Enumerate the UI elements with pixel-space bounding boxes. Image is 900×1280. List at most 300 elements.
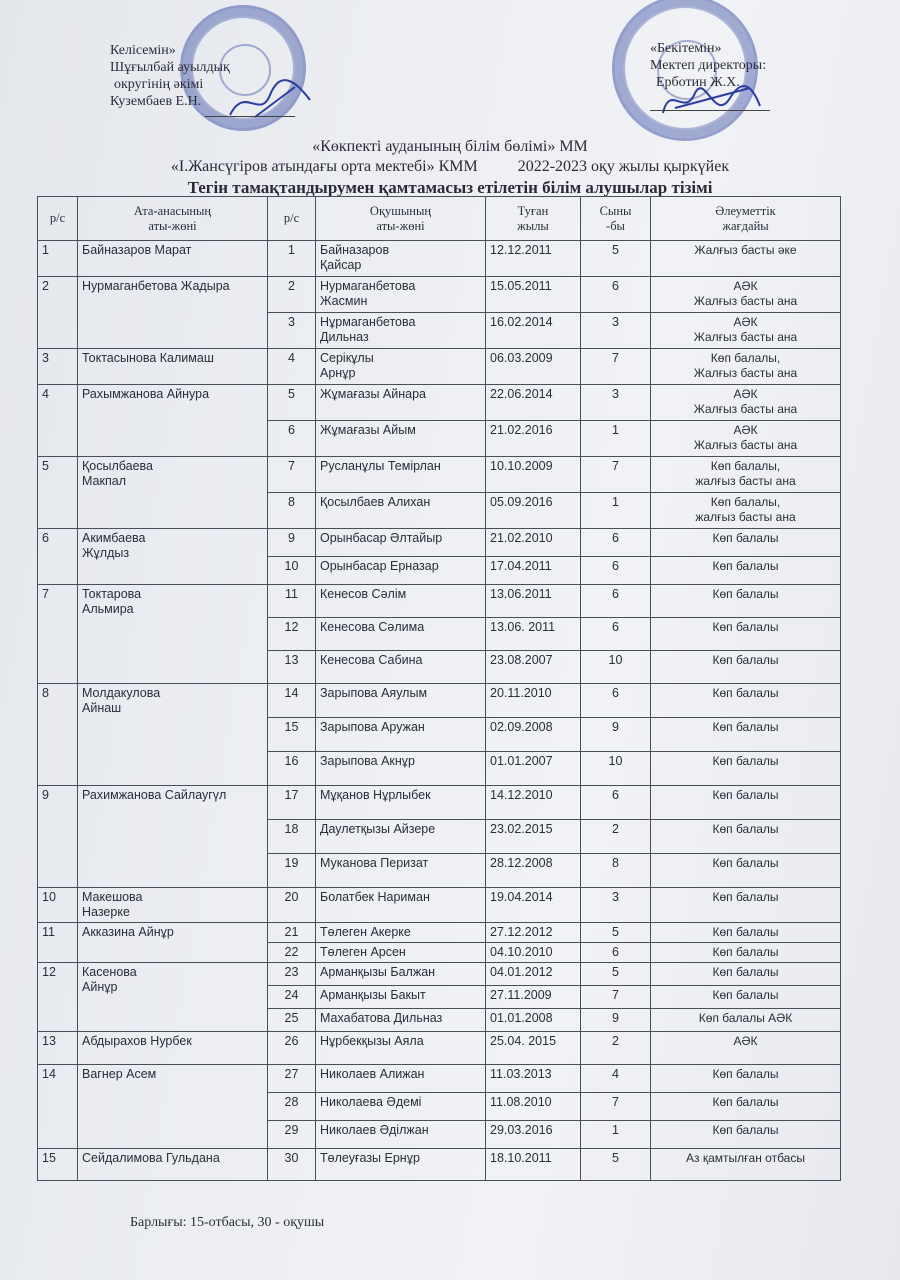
- text-line: Көп балалы,: [710, 459, 781, 473]
- text-line: Болатбек Нариман: [320, 890, 430, 904]
- class-cell: 4: [581, 1065, 651, 1093]
- parent-name-cell: [78, 1149, 268, 1181]
- signature-line-right: [650, 110, 770, 111]
- student-name-cell: [316, 529, 486, 557]
- birth-date-cell: 14.12.2010: [486, 786, 581, 820]
- text-line: Жалғыз басты ана: [693, 330, 798, 344]
- text-line: Муканова Перизат: [320, 856, 429, 870]
- class-cell: 6: [581, 684, 651, 718]
- class-cell: 3: [581, 888, 651, 923]
- social-status-cell: [651, 963, 841, 986]
- class-cell: 7: [581, 349, 651, 385]
- class-cell: 2: [581, 820, 651, 854]
- student-name-cell: [316, 923, 486, 943]
- text-line: Көп балалы: [712, 1095, 779, 1109]
- table-row: [38, 1065, 841, 1093]
- text-line: Абдырахов Нурбек: [82, 1034, 192, 1048]
- birth-date-cell: 18.10.2011: [486, 1149, 581, 1181]
- family-number-cell: 6: [38, 529, 78, 585]
- student-number-cell: 30: [268, 1149, 316, 1181]
- student-name-cell: [316, 943, 486, 963]
- social-status-cell: [651, 457, 841, 493]
- social-status-cell: [651, 493, 841, 529]
- approval-right-line1: «Бекітемін»: [650, 41, 722, 56]
- text-line: Көп балалы,: [710, 351, 781, 365]
- student-number-cell: 25: [268, 1009, 316, 1032]
- text-line: Николаев Алижан: [320, 1067, 425, 1081]
- signature-left: [225, 75, 315, 125]
- student-number-cell: 23: [268, 963, 316, 986]
- student-name-cell: [316, 1009, 486, 1032]
- student-number-cell: 9: [268, 529, 316, 557]
- text-line: Нұрбекқызы Аяла: [320, 1034, 424, 1048]
- student-number-cell: 10: [268, 557, 316, 585]
- signature-line-left: [205, 116, 295, 117]
- class-cell: 6: [581, 557, 651, 585]
- text-line: Вагнер Асем: [82, 1067, 157, 1081]
- class-cell: 6: [581, 943, 651, 963]
- approval-right-line3: Ерботин Ж.Х.: [656, 75, 740, 90]
- header-line-1: «Көкпекті ауданының білім бөлімі» ММ: [312, 138, 588, 155]
- birth-date-cell: 23.08.2007: [486, 651, 581, 684]
- table-row: [38, 277, 841, 313]
- col-pc2: р/с: [268, 197, 316, 241]
- student-name-cell: [316, 421, 486, 457]
- text-line: Қосылбаева: [82, 459, 153, 473]
- text-line: Көп балалы: [712, 531, 779, 545]
- birth-date-cell: 01.01.2008: [486, 1009, 581, 1032]
- parent-name-cell: [78, 963, 268, 1032]
- text-line: жалғыз басты ана: [695, 510, 796, 524]
- birth-date-cell: 22.06.2014: [486, 385, 581, 421]
- birth-date-cell: 27.12.2012: [486, 923, 581, 943]
- text-line: Токтарова: [82, 587, 142, 601]
- text-line: Орынбасар Ерназар: [320, 559, 439, 573]
- text-line: Русланұлы Темірлан: [320, 459, 441, 473]
- text-line: Байназаров: [320, 243, 390, 257]
- parent-name-cell: [78, 1065, 268, 1149]
- social-status-cell: [651, 854, 841, 888]
- birth-date-cell: 13.06. 2011: [486, 618, 581, 651]
- approval-left-line4: Кузембаев Е.Н.: [110, 94, 202, 109]
- text-line: Жұлдыз: [82, 546, 130, 560]
- table-row: [38, 786, 841, 820]
- parent-name-cell: [78, 786, 268, 888]
- text-line: Қайсар: [320, 258, 362, 272]
- birth-date-cell: 17.04.2011: [486, 557, 581, 585]
- birth-date-cell: 04.01.2012: [486, 963, 581, 986]
- header-school: «І.Жансүгіров атындағы орта мектебі» КММ: [170, 158, 478, 175]
- student-number-cell: 28: [268, 1093, 316, 1121]
- text-line: Акимбаева: [82, 531, 146, 545]
- class-cell: 6: [581, 618, 651, 651]
- social-status-cell: [651, 277, 841, 313]
- student-name-cell: [316, 385, 486, 421]
- student-number-cell: 22: [268, 943, 316, 963]
- class-cell: 6: [581, 277, 651, 313]
- family-number-cell: 7: [38, 585, 78, 684]
- text-line: Жұмағазы Айнара: [320, 387, 426, 401]
- class-cell: 8: [581, 854, 651, 888]
- student-number-cell: 5: [268, 385, 316, 421]
- student-name-cell: [316, 786, 486, 820]
- text-line: Кенесова Сабина: [320, 653, 423, 667]
- student-number-cell: 24: [268, 986, 316, 1009]
- birth-date-cell: 27.11.2009: [486, 986, 581, 1009]
- birth-date-cell: 01.01.2007: [486, 752, 581, 786]
- social-status-cell: [651, 923, 841, 943]
- student-name-cell: [316, 241, 486, 277]
- family-number-cell: 5: [38, 457, 78, 529]
- header-year: 2022-2023 оқу жылы қыркүйек: [517, 158, 730, 175]
- class-cell: 5: [581, 963, 651, 986]
- student-name-cell: [316, 986, 486, 1009]
- social-status-cell: [651, 752, 841, 786]
- student-number-cell: 4: [268, 349, 316, 385]
- text-line: Арманқызы Балжан: [320, 965, 436, 979]
- social-status-cell: [651, 618, 841, 651]
- student-name-cell: [316, 618, 486, 651]
- text-line: Макпал: [82, 474, 126, 488]
- text-line: АӘК: [733, 1034, 758, 1048]
- table-body: [38, 241, 841, 1181]
- class-cell: 6: [581, 585, 651, 618]
- social-status-cell: [651, 718, 841, 752]
- class-cell: 1: [581, 421, 651, 457]
- class-cell: 6: [581, 529, 651, 557]
- text-line: Көп балалы,: [710, 495, 781, 509]
- social-status-cell: [651, 1093, 841, 1121]
- text-line: Төлеген Акерке: [320, 925, 411, 939]
- birth-date-cell: 15.05.2011: [486, 277, 581, 313]
- student-number-cell: 7: [268, 457, 316, 493]
- text-line: Жалғыз басты ана: [693, 366, 798, 380]
- text-line: АӘК: [733, 279, 758, 293]
- table-row: [38, 923, 841, 943]
- social-status-cell: [651, 651, 841, 684]
- text-line: Зарыпова Аяулым: [320, 686, 428, 700]
- student-number-cell: 26: [268, 1032, 316, 1065]
- table-row: [38, 888, 841, 923]
- student-name-cell: [316, 1121, 486, 1149]
- birth-date-cell: 05.09.2016: [486, 493, 581, 529]
- parent-name-cell: [78, 684, 268, 786]
- text-line: Рахымжанова Айнура: [82, 387, 210, 401]
- student-name-cell: [316, 752, 486, 786]
- text-line: Жалғыз басты ана: [693, 438, 798, 452]
- class-cell: 2: [581, 1032, 651, 1065]
- text-line: Жұмағазы Айым: [320, 423, 416, 437]
- birth-date-cell: 19.04.2014: [486, 888, 581, 923]
- col-class: Сыны -бы: [581, 197, 651, 241]
- table-header-row: [38, 197, 841, 241]
- parent-name-cell: [78, 457, 268, 529]
- text-line: Төлеуғазы Ернұр: [320, 1151, 420, 1165]
- birth-date-cell: 25.04. 2015: [486, 1032, 581, 1065]
- text-line: АӘК: [733, 315, 758, 329]
- table-row: [38, 1032, 841, 1065]
- social-status-cell: [651, 986, 841, 1009]
- birth-date-cell: 04.10.2010: [486, 943, 581, 963]
- text-line: Көп балалы: [712, 587, 779, 601]
- social-status-cell: [651, 529, 841, 557]
- class-cell: 7: [581, 986, 651, 1009]
- family-number-cell: 1: [38, 241, 78, 277]
- social-status-cell: [651, 385, 841, 421]
- social-status-cell: [651, 684, 841, 718]
- text-line: Көп балалы: [712, 890, 779, 904]
- footer-value: 15-отбасы, 30 - оқушы: [190, 1215, 325, 1230]
- approval-left-block: [110, 42, 230, 110]
- student-name-cell: [316, 888, 486, 923]
- table-row: [38, 457, 841, 493]
- class-cell: 7: [581, 457, 651, 493]
- text-line: Дильназ: [320, 330, 369, 344]
- birth-date-cell: 23.02.2015: [486, 820, 581, 854]
- birth-date-cell: 10.10.2009: [486, 457, 581, 493]
- birth-date-cell: 12.12.2011: [486, 241, 581, 277]
- text-line: Рахимжанова Сайлаугүл: [82, 788, 227, 802]
- student-number-cell: 27: [268, 1065, 316, 1093]
- text-line: Аз қамтылған отбасы: [686, 1151, 805, 1165]
- student-name-cell: [316, 277, 486, 313]
- student-number-cell: 20: [268, 888, 316, 923]
- table-row: [38, 529, 841, 557]
- social-status-cell: [651, 421, 841, 457]
- student-number-cell: 15: [268, 718, 316, 752]
- col-pc1: р/с: [38, 197, 78, 241]
- text-line: Нұрмаганбетова: [320, 315, 416, 329]
- social-status-cell: [651, 1009, 841, 1032]
- social-status-cell: [651, 585, 841, 618]
- class-cell: 9: [581, 1009, 651, 1032]
- header-line-2: [0, 158, 900, 176]
- text-line: Николаев Әділжан: [320, 1123, 429, 1137]
- family-number-cell: 4: [38, 385, 78, 457]
- text-line: Мұқанов Нұрлыбек: [320, 788, 431, 802]
- text-line: Даулетқызы Айзере: [320, 822, 436, 836]
- text-line: Арнұр: [320, 366, 356, 380]
- text-line: Арманқызы Бакыт: [320, 988, 426, 1002]
- text-line: Молдакулова: [82, 686, 161, 700]
- table-row: [38, 684, 841, 718]
- text-line: Көп балалы: [712, 1123, 779, 1137]
- text-line: Көп балалы: [712, 945, 779, 959]
- text-line: Жалғыз басты ана: [693, 402, 798, 416]
- class-cell: 1: [581, 493, 651, 529]
- student-name-cell: [316, 313, 486, 349]
- student-name-cell: [316, 684, 486, 718]
- text-line: Зарыпова Аружан: [320, 720, 425, 734]
- student-name-cell: [316, 1032, 486, 1065]
- text-line: Кенесов Сәлім: [320, 587, 407, 601]
- text-line: Зарыпова Акнұр: [320, 754, 415, 768]
- text-line: Көп балалы: [712, 965, 779, 979]
- birth-date-cell: 28.12.2008: [486, 854, 581, 888]
- text-line: Нурмаганбетова Жадыра: [82, 279, 230, 293]
- family-number-cell: 13: [38, 1032, 78, 1065]
- document-title: Тегін тамақтандырумен қамтамасыз етілетін білім алушылар тізімі: [187, 178, 713, 197]
- social-status-cell: [651, 820, 841, 854]
- class-cell: 5: [581, 241, 651, 277]
- text-line: Көп балалы: [712, 822, 779, 836]
- footer-total: [130, 1215, 324, 1231]
- parent-name-cell: [78, 277, 268, 349]
- family-number-cell: 15: [38, 1149, 78, 1181]
- text-line: Орынбасар Әлтайыр: [320, 531, 443, 545]
- text-line: Токтасынова Калимаш: [82, 351, 214, 365]
- text-line: Жалғыз басты ана: [693, 294, 798, 308]
- student-number-cell: 13: [268, 651, 316, 684]
- student-name-cell: [316, 963, 486, 986]
- social-status-cell: [651, 1121, 841, 1149]
- birth-date-cell: 20.11.2010: [486, 684, 581, 718]
- family-number-cell: 10: [38, 888, 78, 923]
- text-line: Айнұр: [82, 980, 118, 994]
- text-line: Қосылбаев Алихан: [320, 495, 431, 509]
- text-line: Көп балалы: [712, 686, 779, 700]
- parent-name-cell: [78, 1032, 268, 1065]
- text-line: Николаева Әдемі: [320, 1095, 422, 1109]
- family-number-cell: 3: [38, 349, 78, 385]
- student-name-cell: [316, 854, 486, 888]
- text-line: Көп балалы АӘК: [698, 1011, 793, 1025]
- class-cell: 5: [581, 1149, 651, 1181]
- social-status-cell: [651, 557, 841, 585]
- text-line: Көп балалы: [712, 1067, 779, 1081]
- birth-date-cell: 02.09.2008: [486, 718, 581, 752]
- student-name-cell: [316, 1065, 486, 1093]
- text-line: Жалғыз басты әке: [694, 243, 797, 257]
- class-cell: 3: [581, 385, 651, 421]
- col-birth: Туған жылы: [486, 197, 581, 241]
- family-number-cell: 8: [38, 684, 78, 786]
- parent-name-cell: [78, 529, 268, 585]
- social-status-cell: [651, 1149, 841, 1181]
- student-name-cell: [316, 493, 486, 529]
- class-cell: 6: [581, 786, 651, 820]
- text-line: Акказина Айнұр: [82, 925, 174, 939]
- parent-name-cell: [78, 585, 268, 684]
- social-status-cell: [651, 888, 841, 923]
- student-number-cell: 17: [268, 786, 316, 820]
- family-number-cell: 11: [38, 923, 78, 963]
- text-line: жалғыз басты ана: [695, 474, 796, 488]
- text-line: Көп балалы: [712, 856, 779, 870]
- table-row: [38, 241, 841, 277]
- text-line: Нурмаганбетова: [320, 279, 416, 293]
- approval-left-line3: округінің әкімі: [114, 77, 204, 92]
- approval-right-block: [650, 40, 766, 91]
- table-row: [38, 963, 841, 986]
- social-status-cell: [651, 786, 841, 820]
- parent-name-cell: [78, 385, 268, 457]
- class-cell: 7: [581, 1093, 651, 1121]
- student-name-cell: [316, 457, 486, 493]
- birth-date-cell: 21.02.2010: [486, 529, 581, 557]
- class-cell: 10: [581, 651, 651, 684]
- text-line: Байназаров Марат: [82, 243, 192, 257]
- text-line: Махабатова Дильназ: [320, 1011, 443, 1025]
- approval-left-line2: Шұғылбай ауылдық: [110, 60, 230, 75]
- text-line: Көп балалы: [712, 988, 779, 1002]
- text-line: Кенесова Сәлима: [320, 620, 425, 634]
- text-line: АӘК: [733, 387, 758, 401]
- text-line: Көп балалы: [712, 559, 779, 573]
- class-cell: 5: [581, 923, 651, 943]
- student-number-cell: 14: [268, 684, 316, 718]
- text-line: Айнаш: [82, 701, 122, 715]
- birth-date-cell: 11.08.2010: [486, 1093, 581, 1121]
- col-social: Әлеуметтік жағдайы: [651, 197, 841, 241]
- student-name-cell: [316, 820, 486, 854]
- text-line: Назерке: [82, 905, 130, 919]
- student-name-cell: [316, 718, 486, 752]
- student-number-cell: 12: [268, 618, 316, 651]
- family-number-cell: 2: [38, 277, 78, 349]
- social-status-cell: [651, 943, 841, 963]
- student-number-cell: 8: [268, 493, 316, 529]
- family-number-cell: 14: [38, 1065, 78, 1149]
- text-line: Жасмин: [320, 294, 368, 308]
- student-name-cell: [316, 651, 486, 684]
- text-line: Серікұлы: [320, 351, 374, 365]
- social-status-cell: [651, 1065, 841, 1093]
- student-number-cell: 1: [268, 241, 316, 277]
- class-cell: 10: [581, 752, 651, 786]
- birth-date-cell: 29.03.2016: [486, 1121, 581, 1149]
- text-line: Көп балалы: [712, 788, 779, 802]
- social-status-cell: [651, 349, 841, 385]
- text-line: Альмира: [82, 602, 134, 616]
- student-name-cell: [316, 585, 486, 618]
- class-cell: 3: [581, 313, 651, 349]
- class-cell: 9: [581, 718, 651, 752]
- text-line: Көп балалы: [712, 620, 779, 634]
- text-line: Сейдалимова Гульдана: [82, 1151, 220, 1165]
- student-name-cell: [316, 557, 486, 585]
- social-status-cell: [651, 313, 841, 349]
- student-number-cell: 3: [268, 313, 316, 349]
- footer-label: Барлығы:: [130, 1215, 187, 1230]
- social-status-cell: [651, 241, 841, 277]
- text-line: АӘК: [733, 423, 758, 437]
- student-number-cell: 16: [268, 752, 316, 786]
- birth-date-cell: 06.03.2009: [486, 349, 581, 385]
- student-number-cell: 11: [268, 585, 316, 618]
- text-line: Көп балалы: [712, 653, 779, 667]
- birth-date-cell: 11.03.2013: [486, 1065, 581, 1093]
- student-name-cell: [316, 349, 486, 385]
- text-line: Макешова: [82, 890, 143, 904]
- text-line: Көп балалы: [712, 925, 779, 939]
- student-number-cell: 2: [268, 277, 316, 313]
- approval-left-line1: Келісемін»: [110, 43, 176, 58]
- parent-name-cell: [78, 349, 268, 385]
- student-number-cell: 6: [268, 421, 316, 457]
- parent-name-cell: [78, 923, 268, 963]
- approval-right-line2: Мектеп директоры:: [650, 58, 767, 73]
- birth-date-cell: 21.02.2016: [486, 421, 581, 457]
- student-number-cell: 19: [268, 854, 316, 888]
- birth-date-cell: 16.02.2014: [486, 313, 581, 349]
- students-table: [37, 196, 841, 1181]
- family-number-cell: 12: [38, 963, 78, 1032]
- table-row: [38, 1149, 841, 1181]
- student-name-cell: [316, 1149, 486, 1181]
- parent-name-cell: [78, 241, 268, 277]
- student-number-cell: 21: [268, 923, 316, 943]
